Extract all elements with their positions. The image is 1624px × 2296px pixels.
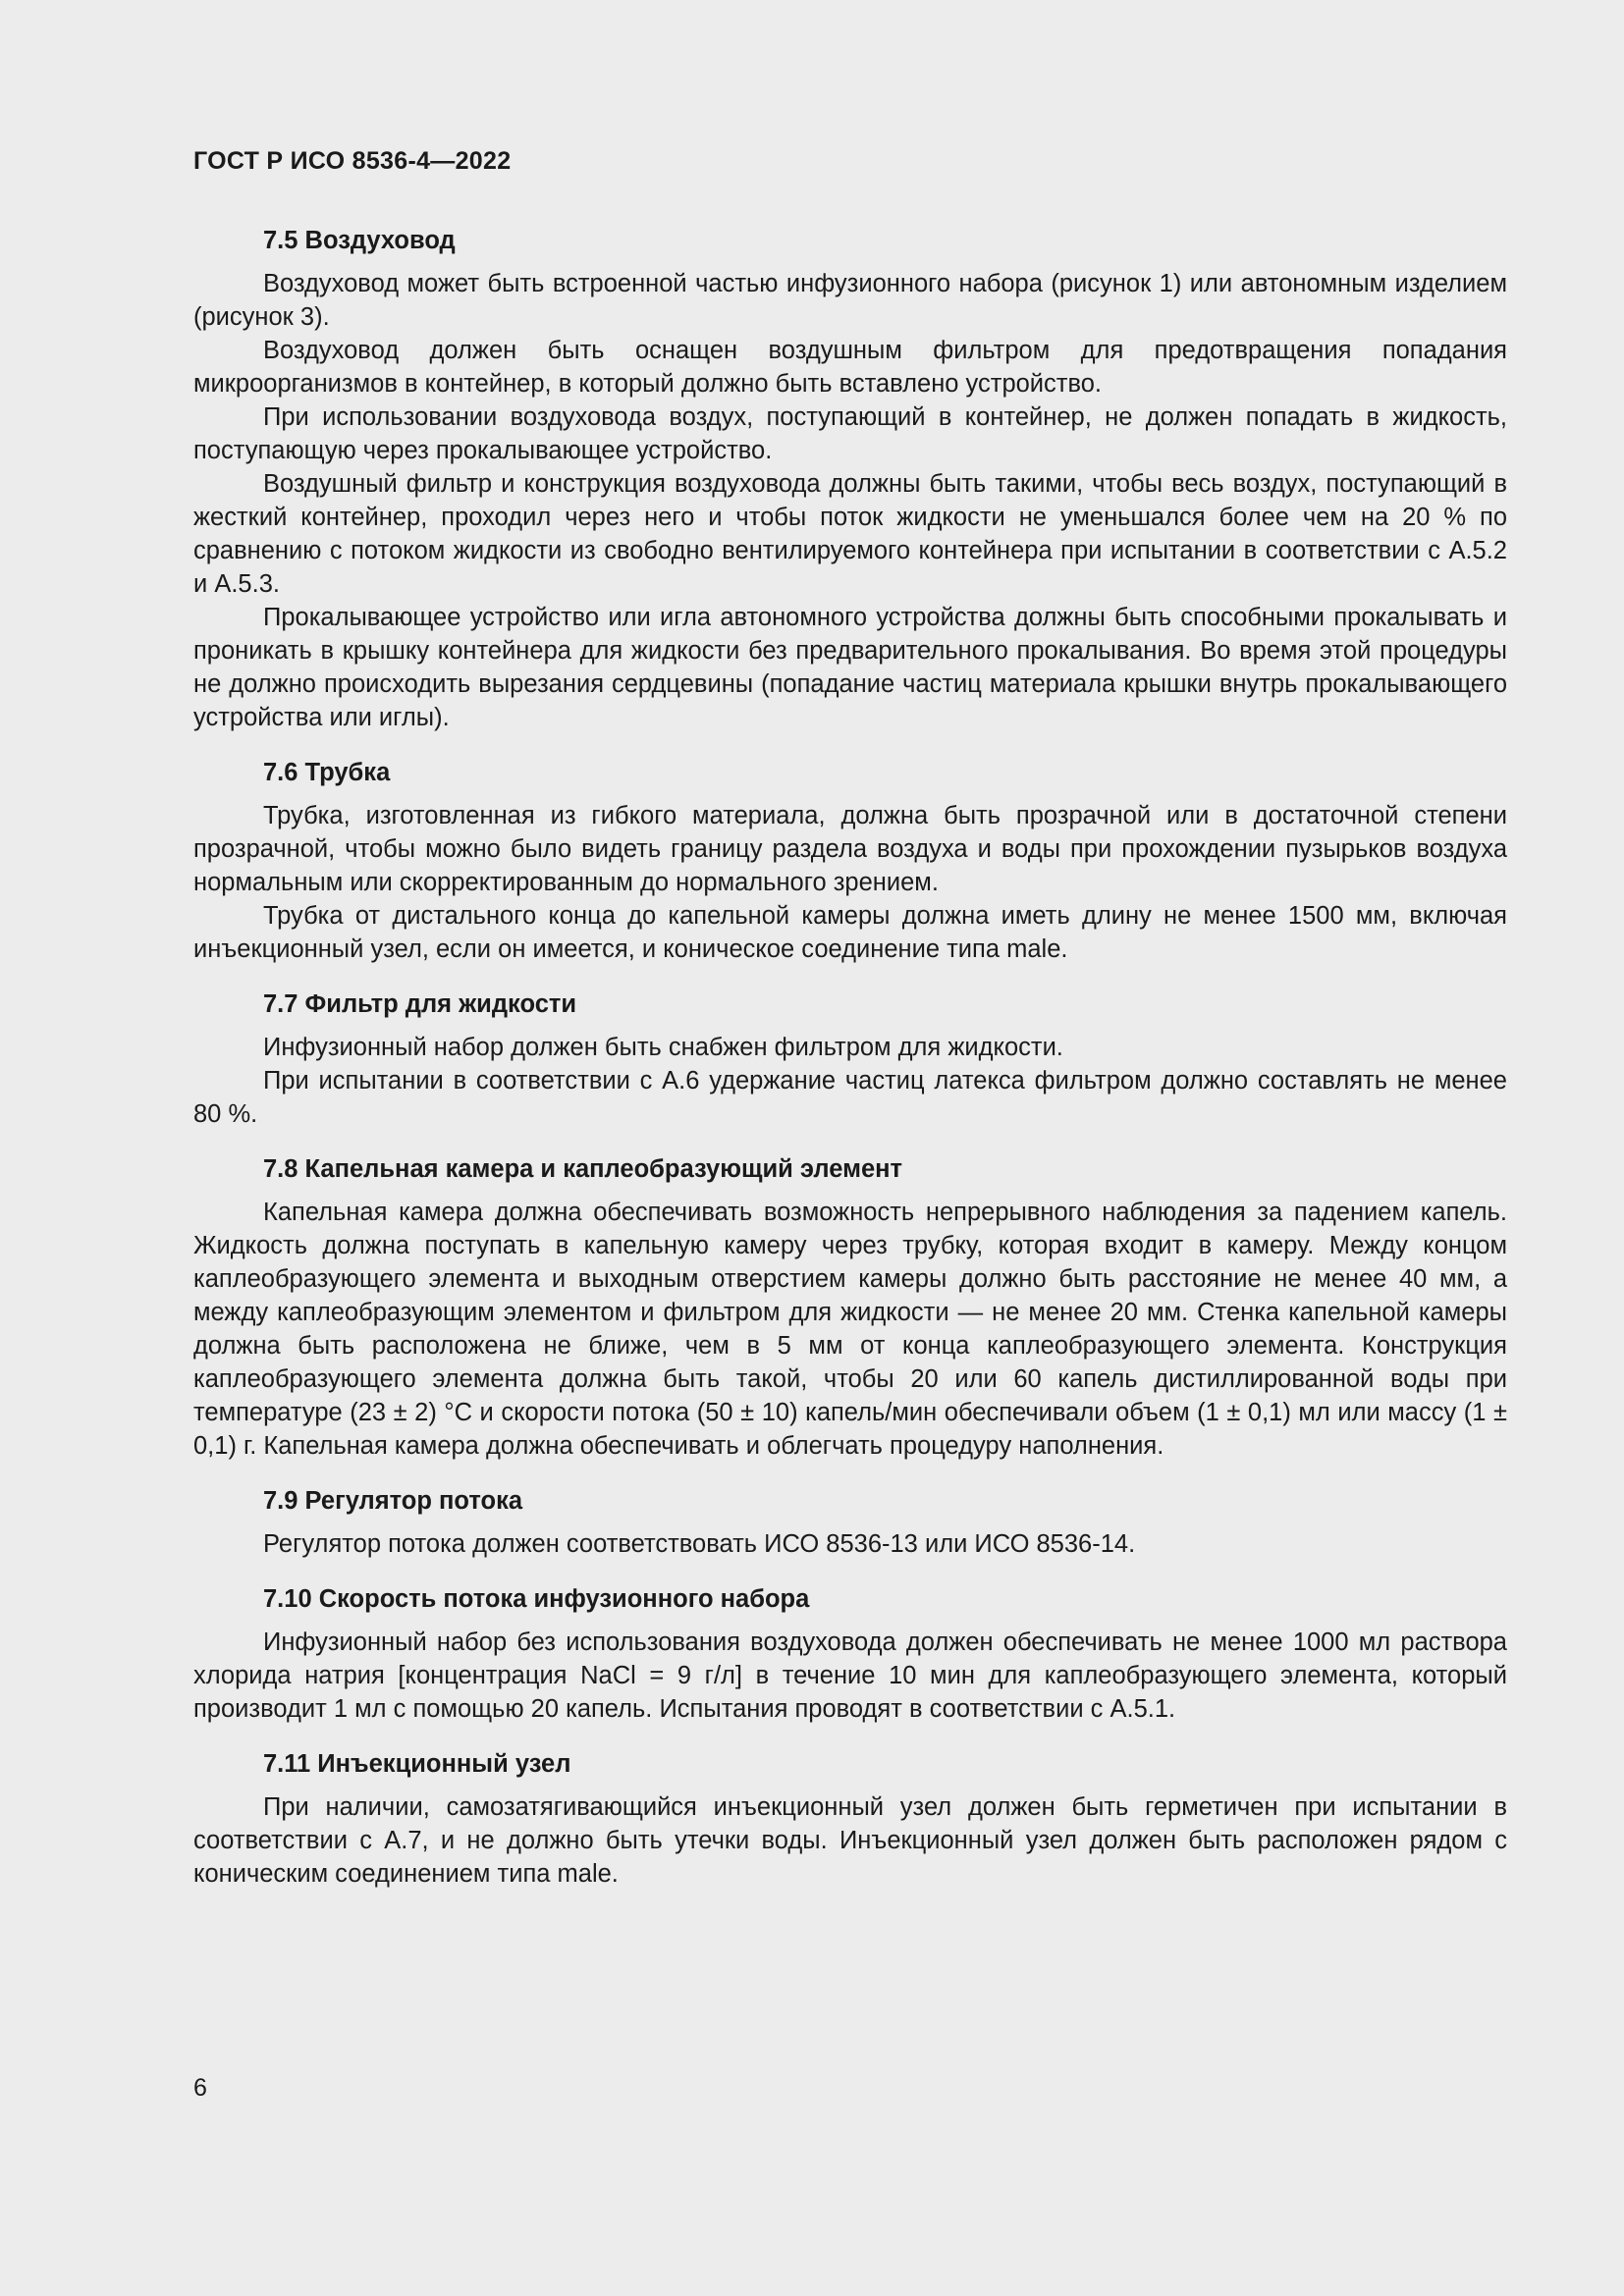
paragraph: Инфузионный набор без использования воздуховода должен обеспечивать не менее 1000 мл раствора хлорида натрия [концентрация NaCl = 9 г/л] в течение 10 мин для каплеобразующего элемента, который производит 1 мл с помощью 20 капель. Испытания проводят в соответствии с A.5.1. xyxy=(193,1629,1507,1723)
paragraph: При использовании воздуховода воздух, поступающий в контейнер, не должен попадать в жидкость, поступающую через прокалывающее устройство. xyxy=(193,403,1507,464)
section-title: 7.7 Фильтр для жидкости xyxy=(263,990,577,1018)
paragraph: Воздуховод должен быть оснащен воздушным фильтром для предотвращения попадания микроорганизмов в контейнер, в который должно быть вставлено устройство. xyxy=(193,337,1507,398)
section-title: 7.6 Трубка xyxy=(263,759,391,786)
paragraph: Трубка от дистального конца до капельной камеры должна иметь длину не менее 1500 мм, включая инъекционный узел, если он имеется, и коническое соединение типа male. xyxy=(193,902,1507,963)
section-title: 7.8 Капельная камера и каплеобразующий элемент xyxy=(263,1155,903,1183)
section-title: 7.10 Скорость потока инфузионного набора xyxy=(263,1585,810,1613)
paragraph: Инфузионный набор должен быть снабжен фильтром для жидкости. xyxy=(263,1034,1063,1061)
paragraph: При наличии, самозатягивающийся инъекционный узел должен быть герметичен при испытании в соответствии с A.7, и не должно быть утечки воды. Инъекционный узел должен быть расположен рядом с коническим соединением типа male. xyxy=(193,1793,1507,1888)
section-7-6 xyxy=(193,756,1507,966)
paragraph: При испытании в соответствии с A.6 удержание частиц латекса фильтром должно составлять не менее 80 %. xyxy=(193,1067,1507,1128)
section-7-5 xyxy=(193,224,1507,734)
paragraph: Воздушный фильтр и конструкция воздуховода должны быть такими, чтобы весь воздух, поступающий в жесткий контейнер, проходил через него и чтобы поток жидкости не уменьшался более чем на 20 % по сравнению с потоком жидкости из свободно вентилируемого контейнера при испытании в соответствии с A.5.2 и A.5.3. xyxy=(193,470,1507,598)
document-header: ГОСТ Р ИСО 8536-4—2022 xyxy=(193,147,512,175)
section-title: 7.5 Воздуховод xyxy=(263,227,456,254)
section-title: 7.9 Регулятор потока xyxy=(263,1487,523,1515)
paragraph: Капельная камера должна обеспечивать возможность непрерывного наблюдения за падением капель. Жидкость должна поступать в капельную камеру через трубку, которая входит в камеру. Между концом каплеобразующего элемента и выходным отверстием камеры должно быть расстояние не менее 40 мм, а между каплеобразующим элементом и фильтром для жидкости — не менее 20 мм. Стенка капельной камеры должна быть расположена не ближе, чем в 5 мм от конца каплеобразующего элемента. Конструкция каплеобразующего элемента должна быть такой, чтобы 20 или 60 капель дистиллированной воды при температуре (23 ± 2) °С и скорости потока (50 ± 10) капель/мин обеспечивали объем (1 ± 0,1) мл или массу (1 ± 0,1) г. Капельная камера должна обеспечивать и облегчать процедуру наполнения. xyxy=(193,1199,1507,1460)
section-7-8 xyxy=(193,1152,1507,1463)
section-7-7 xyxy=(193,988,1507,1131)
page-number: 6 xyxy=(193,2074,207,2102)
paragraph: Прокалывающее устройство или игла автономного устройства должны быть способными прокалывать и проникать в крышку контейнера для жидкости без предварительного прокалывания. Во время этой процедуры не должно происходить вырезания сердцевины (попадание частиц материала крышки внутрь прокалывающего устройства или иглы). xyxy=(193,604,1507,731)
section-7-9 xyxy=(193,1484,1507,1561)
section-7-10 xyxy=(193,1582,1507,1726)
section-7-11 xyxy=(193,1747,1507,1891)
paragraph: Трубка, изготовленная из гибкого материала, должна быть прозрачной или в достаточной степени прозрачной, чтобы можно было видеть границу раздела воздуха и воды при прохождении пузырьков воздуха нормальным или скорректированным до нормального зрением. xyxy=(193,802,1507,896)
section-title: 7.11 Инъекционный узел xyxy=(263,1750,571,1778)
paragraph: Воздуховод может быть встроенной частью инфузионного набора (рисунок 1) или автономным изделием (рисунок 3). xyxy=(193,270,1507,331)
document-body xyxy=(193,224,1507,1912)
paragraph: Регулятор потока должен соответствовать ИСО 8536-13 или ИСО 8536-14. xyxy=(263,1530,1136,1558)
